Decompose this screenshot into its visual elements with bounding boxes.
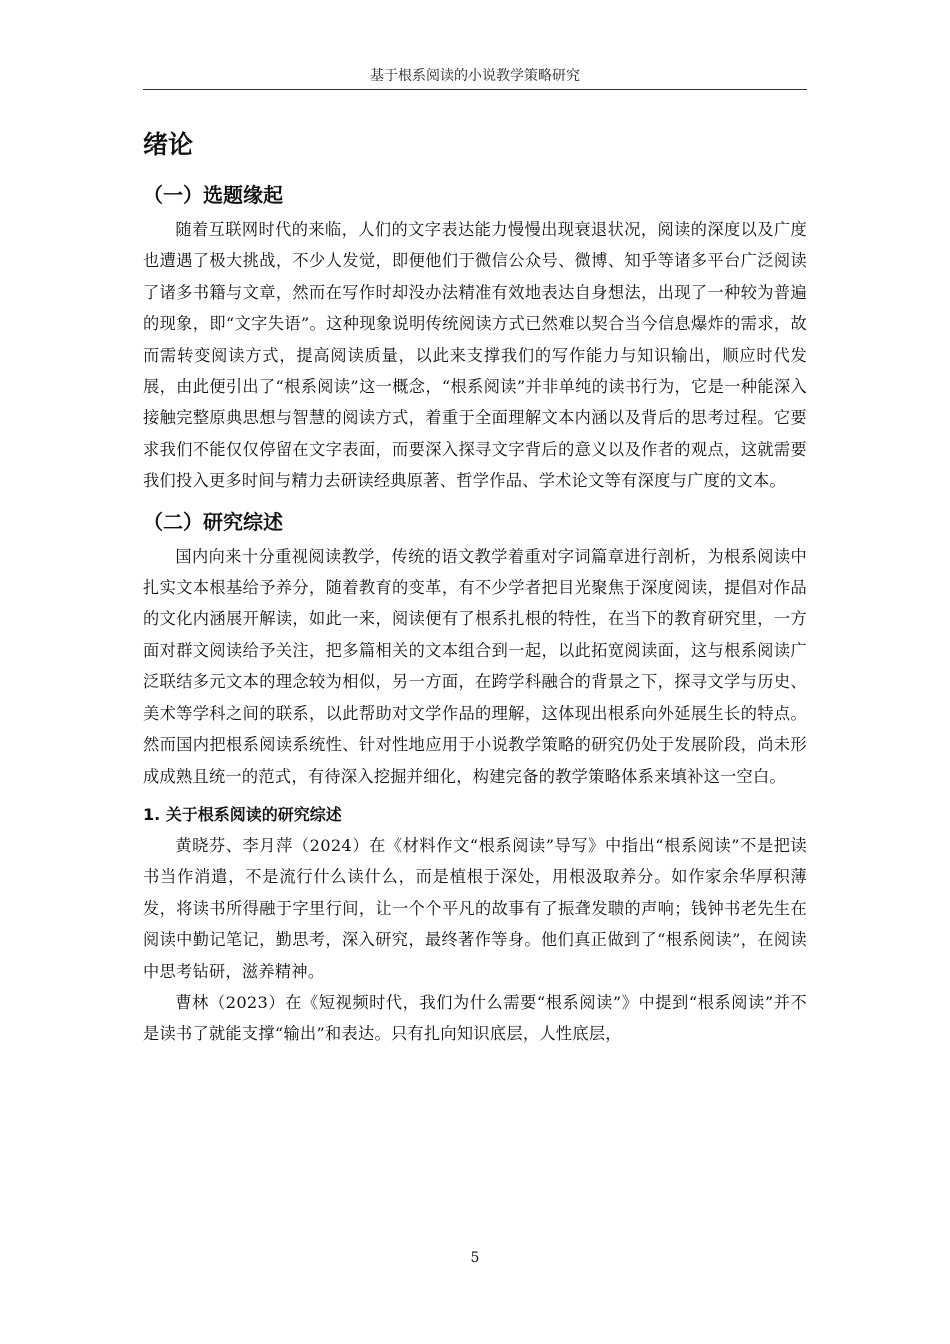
paragraph: 曹林（2023）在《短视频时代，我们为什么需要“根系阅读”》中提到“根系阅读”并不是读书了就能支撑“输出”和表达。只有扎向知识底层，人性底层， <box>143 992 807 1044</box>
header-divider <box>143 89 807 90</box>
paragraph: 随着互联网时代的来临，人们的文字表达能力慢慢出现衰退状况，阅读的深度以及广度也遭遇了极大挑战，不少人发觉，即便他们于微信公众号、微博、知乎等诸多平台广泛阅读了诸多书籍与文章，然而在写作时却没办法精准有效地表达自身想法，出现了一种较为普遍的现象，即“文字失语”。这种现象说明传统阅读方式已然难以契合当今信息爆炸的需求，故而需转变阅读方式，提高阅读质量，以此来支撑我们的写作能力与知识输出，顺应时代发展，由此便引出了“根系阅读”这一概念，“根系阅读”并非单纯的读书行为，它是一种能深入接触完整原典思想与智慧的阅读方式，着重于全面理解文本内涵以及背后的思考过程。它要求我们不能仅仅停留在文字表面，而要深入探寻文字背后的意义以及作者的观点，这就需要我们投入更多时间与精力去研读经典原著、哲学作品、学术论文等有深度与广度的文本。 <box>143 220 807 491</box>
paragraph: 国内向来十分重视阅读教学，传统的语文教学着重对字词篇章进行剖析，为根系阅读中扎实文本根基给予养分，随着教育的变革，有不少学者把目光聚焦于深度阅读，提倡对作品的文化内涵展开解读，如此一来，阅读便有了根系扎根的特性，在当下的教育研究里，一方面对群文阅读给予关注，把多篇相关的文本组合到一起，以此拓宽阅读面，这与根系阅读广泛联结多元文本的理念较为相似，另一方面，在跨学科融合的背景之下，探寻文学与历史、美术等学科之间的联系，以此帮助对文学作品的理解，这体现出根系向外延展生长的特点。然而国内把根系阅读系统性、针对性地应用于小说教学策略的研究仍处于发展阶段，尚未形成成熟且统一的范式，有待深入挖掘并细化，构建完备的教学策略体系来填补这一空白。 <box>143 546 807 786</box>
subsection-title: 1. 关于根系阅读的研究综述 <box>143 804 342 824</box>
page-content <box>143 120 807 1050</box>
section-title-review: （二）研究综述 <box>143 509 283 534</box>
section-title-origin: （一）选题缘起 <box>143 183 283 207</box>
chapter-title: 绪论 <box>143 130 194 159</box>
page-number: 5 <box>470 1250 480 1266</box>
paragraph: 黄晓芬、李月萍（2024）在《材料作文“根系阅读”导写》中指出“根系阅读”不是把读书当作消遣，不是流行什么读什么，而是植根于深处，用根汲取养分。如作家余华厚积薄发，将读书所得融于字里行间，让一个个平凡的故事有了振聋发聩的声响；钱钟书老先生在阅读中勤记笔记，勤思考，深入研究，最终著作等身。他们真正做到了“根系阅读”，在阅读中思考钻研，滋养精神。 <box>143 835 807 981</box>
running-header: 基于根系阅读的小说教学策略研究 <box>370 68 580 84</box>
